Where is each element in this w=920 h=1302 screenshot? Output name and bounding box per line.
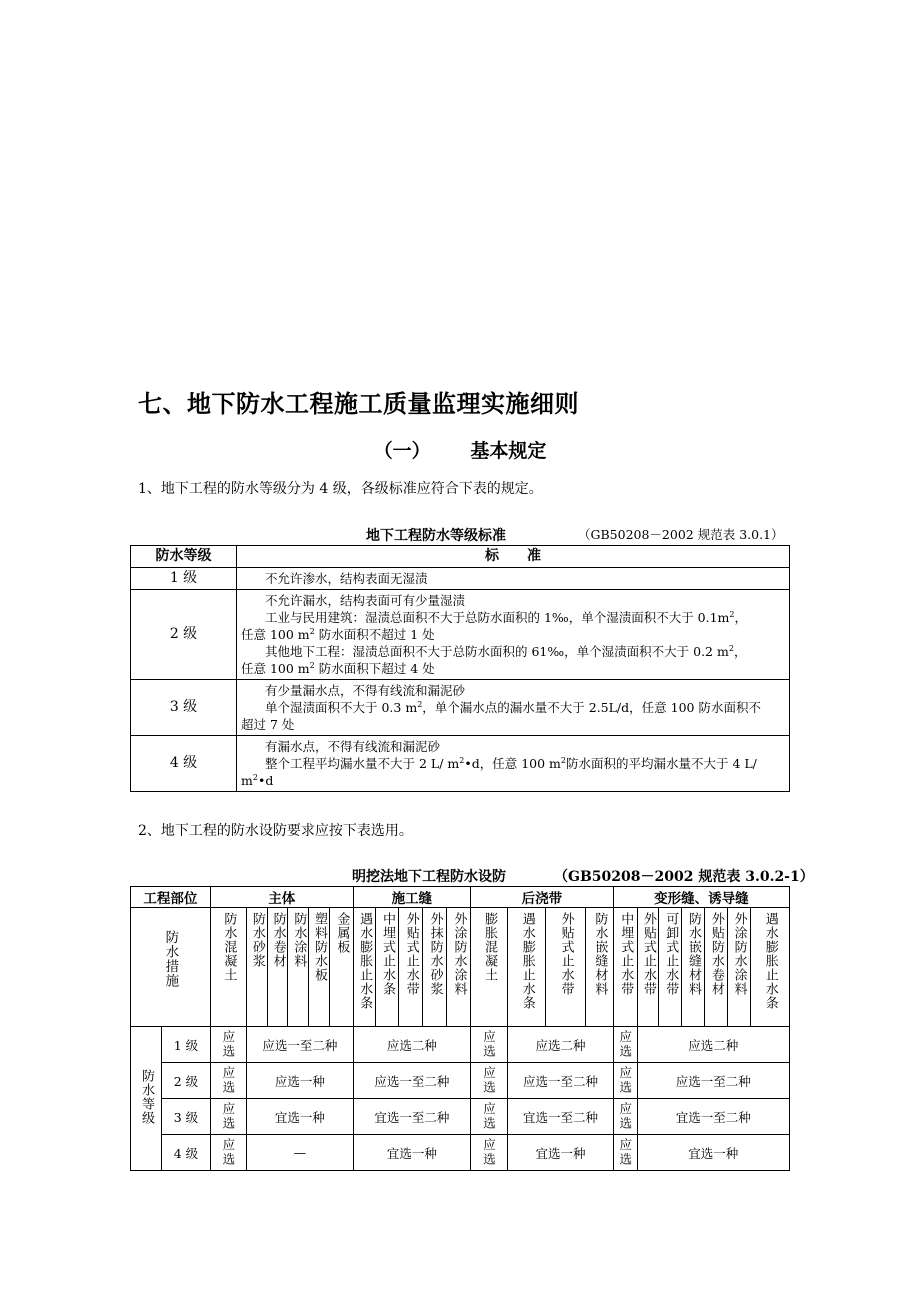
requirement-cell: 应选二种 [508,1027,614,1063]
superscript: 2 [417,699,423,709]
text-run: •d [257,773,274,788]
requirement-cell: 宜选一至二种 [637,1099,789,1135]
standard-line [241,772,783,789]
section-name: 基本规定 [470,440,547,462]
text-run: 工业与民用建筑：湿渍总面积不大于总防水面积的 1‰，单个湿渍面积不大于 0.1m [265,610,730,625]
measure-cell [682,908,705,1027]
measure-name: 外抹防水砂浆 [427,912,443,996]
measure-name: 中埋式止水条 [379,912,395,996]
measure-name: 防水砂浆 [249,912,265,968]
measure-cell [423,908,447,1027]
measure-name: 防水涂料 [291,912,307,968]
measure-cell [309,908,330,1027]
standard-line [241,755,783,772]
measure-name: 可卸式止水带 [663,912,679,996]
standard-line: 有漏水点，不得有线流和漏泥砂 [265,739,441,754]
superscript: 2 [252,772,258,782]
text-run: ， [734,610,748,625]
requirement-text: 应选 [481,1066,497,1095]
requirement-cell: 宜选一种 [247,1099,354,1135]
standard-line [241,609,783,626]
requirement-cell [470,1063,507,1099]
measure-name: 防水混凝土 [221,912,237,982]
measure-header-row [131,908,790,1027]
standard-line [241,699,783,716]
measure-cell [375,908,399,1027]
requirement-cell: — [247,1135,354,1171]
requirement-text: 应选 [617,1030,633,1059]
table2-reference: （GB50208－2002 规范表 3.0.2-1） [554,869,814,885]
table-row [131,736,790,792]
requirement-cell: 宜选一至二种 [353,1099,470,1135]
measure-cell [750,908,790,1027]
waterproof-grade-table [130,545,790,792]
superscript: 2 [309,660,315,670]
requirement-cell: 应选一至二种 [508,1063,614,1099]
standard-cell [237,568,790,590]
measure-name: 塑料防水板 [312,912,328,982]
text-run: 防水面积的平均漏水量不大于 4 L/ [565,756,757,771]
measure-name: 外涂防水涂料 [451,912,467,996]
requirement-text: 应选 [617,1138,633,1167]
requirement-text: 应选 [220,1030,236,1059]
measure-cell [508,908,546,1027]
table1-reference: （GB50208－2002 规范表 3.0.1） [578,527,784,542]
requirement-cell: 应选二种 [637,1027,789,1063]
standard-line: 超过 7 处 [241,717,295,732]
table2-caption: 明挖法地下工程防水设防 [352,869,506,885]
measure-name: 防水嵌缝材料 [592,912,608,996]
group-header-row [131,887,790,908]
measure-name: 遇水膨胀止水条 [519,912,535,1010]
requirement-text: 应选 [220,1102,236,1131]
superscript: 2 [560,755,566,765]
measure-cell [585,908,613,1027]
text-run: 单个湿渍面积不大于 0.3 m [265,700,418,715]
text-run: 其他地下工程：湿渍总面积不大于总防水面积的 61‰，单个湿渍面积不大于 0.2 m [265,644,729,659]
measure-name: 外贴式止水带 [558,912,574,996]
requirement-cell: 应选一至二种 [637,1063,789,1099]
measure-name: 外涂防水涂料 [731,912,747,996]
measure-cell [727,908,750,1027]
header-deformation-joint: 变形缝、诱导缝 [613,887,789,908]
requirement-cell: 宜选一至二种 [508,1099,614,1135]
section-number: （一） [373,440,431,462]
requirement-text: 应选 [617,1066,633,1095]
requirement-text: 应选 [481,1138,497,1167]
measure-name: 外贴式止水带 [403,912,419,996]
measure-cell [288,908,309,1027]
measure-name: 防水嵌缝材料 [686,912,702,996]
grade-label: 防水等级 [139,1069,155,1125]
requirement-text: 应选 [617,1102,633,1131]
measure-cell [210,908,246,1027]
text-run: •d，任意 100 m [464,756,561,771]
measure-name: 遇水膨胀止水条 [357,912,373,1010]
measure-name: 膨胀混凝土 [482,912,497,982]
measure-cell [704,908,727,1027]
requirement-text: 应选 [220,1138,236,1167]
text-run: 任意 100 m [241,627,310,642]
table-row [131,590,790,680]
header-part: 工程部位 [131,887,211,908]
paragraph-1: 1、地下工程的防水等级分为 4 级，各级标准应符合下表的规定。 [138,481,543,497]
standard-line: 不允许漏水，结构表面可有少量湿渍 [265,593,466,608]
text-run: m [241,773,253,788]
grade-cell: 1 级 [131,568,237,590]
requirement-cell [470,1099,507,1135]
superscript: 2 [459,755,465,765]
grade-cell: 4 级 [162,1135,211,1171]
requirement-cell: 应选二种 [353,1027,470,1063]
page-title: 七、地下防水工程施工质量监理实施细则 [138,390,579,418]
measure-name: 中埋式止水带 [618,912,634,996]
measure-cell [613,908,637,1027]
requirement-cell: 宜选一种 [353,1135,470,1171]
measure-name: 防水卷材 [270,912,286,968]
text-run: 防水面积下超过 4 处 [314,661,435,676]
table-row [131,1027,790,1063]
header-post-pour-strip: 后浇带 [470,887,613,908]
paragraph-2: 2、地下工程的防水设防要求应按下表选用。 [138,823,413,839]
grade-label-cell [131,1027,162,1171]
text-run: 任意 100 m [241,661,310,676]
requirement-cell: 应选一至二种 [247,1027,354,1063]
text-run: 整个工程平均漏水量不大于 2 L/ m [265,756,460,771]
grade-cell: 4 级 [131,736,237,792]
requirement-cell [470,1135,507,1171]
standard-line: 有少量漏水点，不得有线流和漏泥砂 [265,683,466,698]
measure-name: 遇水膨胀止水条 [762,912,778,1010]
grade-cell: 2 级 [131,590,237,680]
header-main-body: 主体 [210,887,353,908]
measure-cell [329,908,353,1027]
text-run: ，单个漏水点的漏水量不大于 2.5L/d，任意 100 防水面积不 [422,700,761,715]
header-construction-joint: 施工缝 [353,887,470,908]
requirement-cell: 应选一种 [247,1063,354,1099]
requirement-cell [210,1135,246,1171]
header-standard: 标 准 [237,546,790,568]
header-grade: 防水等级 [131,546,237,568]
requirement-cell [470,1027,507,1063]
grade-cell: 2 级 [162,1063,211,1099]
requirement-cell [613,1027,637,1063]
text-run: 防水面积不超过 1 处 [314,627,435,642]
measure-label: 防水措施 [162,930,179,988]
measure-cell [353,908,375,1027]
standard-cell [237,590,790,680]
section-heading [0,436,920,463]
requirement-text: 应选 [481,1030,497,1059]
table-row [131,1099,790,1135]
measure-cell [637,908,659,1027]
requirement-cell [210,1063,246,1099]
requirement-text: 应选 [220,1066,236,1095]
requirement-cell: 宜选一种 [637,1135,789,1171]
measure-label-cell [131,908,211,1027]
table-row [131,1135,790,1171]
requirement-cell [210,1027,246,1063]
measure-name: 金属板 [334,912,350,954]
superscript: 2 [729,609,735,619]
standard-line: 不允许渗水，结构表面无湿渍 [265,571,428,586]
table-row [131,568,790,590]
measure-cell [470,908,507,1027]
standard-line [241,643,783,660]
table-row [131,680,790,736]
measure-name: 外贴式止水带 [641,912,656,996]
requirement-cell [210,1099,246,1135]
table-header-row [131,546,790,568]
superscript: 2 [309,626,315,636]
measure-cell [399,908,423,1027]
measure-cell [659,908,682,1027]
standard-line [241,626,783,643]
text-run: ， [733,644,747,659]
requirement-cell [613,1063,637,1099]
standard-line [241,660,783,677]
measure-cell [546,908,585,1027]
requirement-cell: 宜选一种 [508,1135,614,1171]
standard-cell [237,736,790,792]
grade-cell: 3 级 [162,1099,211,1135]
waterproof-measures-table [130,886,790,1171]
superscript: 2 [728,643,734,653]
measure-cell [267,908,288,1027]
grade-cell: 3 级 [131,680,237,736]
measure-cell [247,908,268,1027]
table1-caption: 地下工程防水等级标准 [366,528,506,544]
requirement-text: 应选 [481,1102,497,1131]
requirement-cell: 应选一至二种 [353,1063,470,1099]
measure-name: 外贴防水卷材 [708,912,724,996]
measure-cell [447,908,471,1027]
table-row [131,1063,790,1099]
requirement-cell [613,1099,637,1135]
grade-cell: 1 级 [162,1027,211,1063]
standard-cell [237,680,790,736]
requirement-cell [613,1135,637,1171]
